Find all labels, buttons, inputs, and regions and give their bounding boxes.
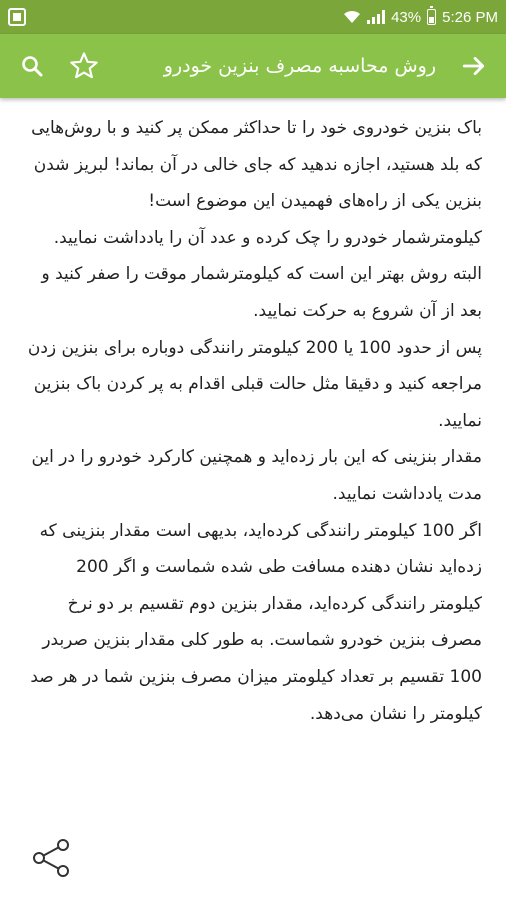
status-bar (0, 0, 506, 34)
page-title: روش محاسبه مصرف بنزین خودرو (163, 55, 436, 77)
article-paragraph: مقدار بنزینی که این بار زده‌اید و همچنین کارکرد خودرو را در این مدت یادداشت نمایید. (31, 447, 482, 504)
signal-icon (367, 10, 385, 24)
article-paragraph: پس از حدود 100 یا 200 کیلومتر رانندگی دوباره برای بنزین زدن مراجعه کنید و دقیقا مثل حالت قبلی اقدام به پر کردن باک بنزین نمایید. (27, 337, 482, 431)
status-indicators (343, 0, 498, 34)
wifi-icon (343, 10, 361, 24)
article-paragraph: باک بنزین خودروی خود را تا حداکثر ممکن پر کنید و با روش‌هایی که بلد هستید، اجازه ندهید که جای خالی در آن بماند! لبریز شدن بنزین یکی از راه‌های فهمیدن این موضوع است! (31, 118, 482, 212)
share-button[interactable] (30, 838, 74, 878)
search-icon (20, 54, 44, 78)
status-time: 5:26 PM (442, 8, 498, 26)
article-paragraph: کیلومترشمار خودرو را چک کرده و عدد آن را یادداشت نمایید. البته روش بهتر این است که کیلومترشمار موقت را صفر کنید و بعد از آن شروع به حرکت نمایید. (41, 227, 482, 321)
arrow-right-icon (461, 53, 487, 79)
search-button[interactable] (14, 48, 50, 84)
favorite-button[interactable] (66, 48, 102, 84)
battery-icon (427, 9, 436, 25)
share-icon (30, 838, 74, 878)
star-outline-icon (68, 50, 100, 82)
article-body (22, 110, 482, 732)
app-bar (0, 34, 506, 98)
battery-percent: 43% (391, 8, 422, 26)
notification-app-icon (8, 8, 26, 26)
back-button[interactable] (458, 50, 490, 82)
article-paragraph: اگر 100 کیلومتر رانندگی کرده‌اید، بدیهی است مقدار بنزینی که زده‌اید نشان دهنده مسافت طی شده شماست و اگر 200 کیلومتر رانندگی کرده‌اید، مقدار بنزین دوم تقسیم بر دو نرخ مصرف بنزین خودرو شماست. به طور کلی مقدار بنزین صربدر 100 تقسیم بر تعداد کیلومتر میزان مصرف بنزین شما در هر صد کیلومتر را نشان می‌دهد. (30, 520, 482, 724)
